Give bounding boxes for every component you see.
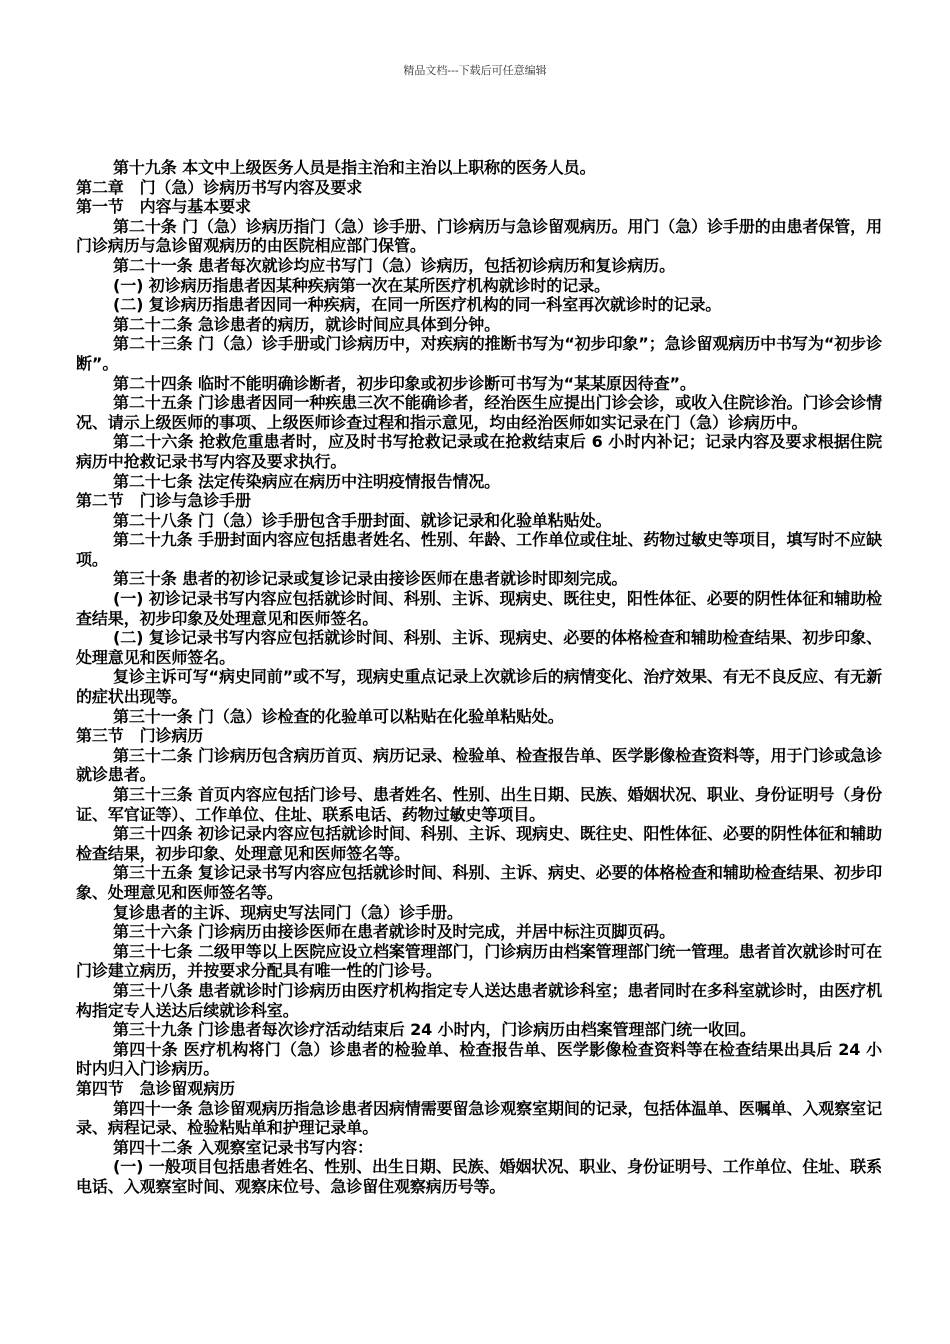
paragraph: 第三十九条 门诊患者每次诊疗活动结束后 24 小时内，门诊病历由档案管理部门统一收回。 — [113, 1020, 756, 1040]
paragraph: 第二十四条 临时不能明确诊断者，初步印象或初步诊断可书写为“某某原因待查”。 — [113, 373, 696, 393]
paragraph: 第二十七条 法定传染病应在病历中注明疫情报告情况。 — [113, 471, 501, 491]
paragraph: 第二十三条 门（急）诊手册或门诊病历中，对疾病的推断书写为“初步印象”；急诊留观病历中书写为“初步诊断”。 — [76, 334, 882, 373]
page-header: 精品文档---下载后可任意编辑 — [403, 64, 547, 77]
paragraph: 第三十七条 二级甲等以上医院应设立档案管理部门，门诊病历由档案管理部门统一管理。患者首次就诊时可在门诊建立病历，并按要求分配具有唯一性的门诊号。 — [76, 941, 882, 981]
section-heading: 第四节 急诊留观病历 — [76, 1078, 236, 1098]
paragraph: (一) 一般项目包括患者姓名、性别、出生日期、民族、婚姻状况、职业、身份证明号、工作单位、住址、联系电话、入观察室时间、观察床位号、急诊留住观察病历号等。 — [76, 1157, 882, 1196]
paragraph: 第四十一条 急诊留观病历指急诊患者因病情需要留急诊观察室期间的记录，包括体温单、医嘱单、入观察室记录、病程记录、检验粘贴单和护理记录单。 — [76, 1098, 882, 1138]
paragraph: (一) 初诊病历指患者因某种疾病第一次在某所医疗机构就诊时的记录。 — [113, 275, 610, 295]
paragraph: 第三十二条 门诊病历包含病历首页、病历记录、检验单、检查报告单、医学影像检查资料等，用于门诊或急诊就诊患者。 — [76, 745, 882, 785]
paragraph: 第三十八条 患者就诊时门诊病历由医疗机构指定专人送达患者就诊科室；患者同时在多科室就诊时，由医疗机构指定专人送达后续就诊科室。 — [76, 980, 882, 1020]
paragraph: 第四十二条 入观察室记录书写内容： — [113, 1137, 373, 1157]
section-heading: 第二节 门诊与急诊手册 — [76, 491, 251, 511]
paragraph: 第二十二条 急诊患者的病历，就诊时间应具体到分钟。 — [113, 314, 501, 334]
paragraph: 第三十六条 门诊病历由接诊医师在患者就诊时及时完成，并居中标注页脚页码。 — [113, 922, 675, 942]
paragraph: 第二十九条 手册封面内容应包括患者姓名、性别、年龄、工作单位或住址、药物过敏史等项目，填写时不应缺项。 — [76, 530, 882, 569]
paragraph: 复诊患者的主诉、现病史写法同门（急）诊手册。 — [113, 902, 463, 922]
paragraph: 第十九条 本文中上级医务人员是指主治和主治以上职称的医务人员。 — [113, 158, 596, 177]
document-body — [76, 158, 882, 1196]
paragraph: 第三十条 患者的初诊记录或复诊记录由接诊医师在患者就诊时即刻完成。 — [113, 569, 628, 589]
section-heading: 第一节 内容与基本要求 — [76, 197, 251, 217]
paragraph: 第二十六条 抢救危重患者时，应及时书写抢救记录或在抢救结束后 6 小时内补记；记录内容及要求根据住院病历中抢救记录书写内容及要求执行。 — [76, 432, 882, 471]
paragraph: 第三十一条 门（急）诊检查的化验单可以粘贴在化验单粘贴处。 — [113, 706, 564, 726]
paragraph: 第二十五条 门诊患者因同一种疾患三次不能确诊者，经治医生应提出门诊会诊，或收入住院诊治。门诊会诊情况、请示上级医师的事项、上级医师诊查过程和指示意见，均由经治医师如实记录在门（急）诊病历中。 — [76, 393, 882, 432]
section-heading: 第三节 门诊病历 — [76, 726, 204, 746]
paragraph: 第四十条 医疗机构将门（急）诊患者的检验单、检查报告单、医学影像检查资料等在检查结果出具后 24 小时内归入门诊病历。 — [76, 1039, 882, 1079]
paragraph: 第三十四条 初诊记录内容应包括就诊时间、科别、主诉、现病史、既往史、阳性体征、必要的阴性体征和辅助检查结果，初步印象、处理意见和医师签名等。 — [76, 824, 882, 863]
paragraph: (二) 复诊记录书写内容应包括就诊时间、科别、主诉、现病史、必要的体格检查和辅助检查结果、初步印象、处理意见和医师签名。 — [76, 628, 882, 667]
paragraph: 第三十五条 复诊记录书写内容应包括就诊时间、科别、主诉、病史、必要的体格检查和辅助检查结果、初步印象、处理意见和医师签名等。 — [76, 863, 882, 902]
paragraph: 第二十一条 患者每次就诊均应书写门（急）诊病历，包括初诊病历和复诊病历。 — [113, 255, 675, 275]
paragraph: 第二十八条 门（急）诊手册包含手册封面、就诊记录和化验单粘贴处。 — [113, 510, 612, 530]
paragraph: (一) 初诊记录书写内容应包括就诊时间、科别、主诉、现病史、既往史，阳性体征、必要的阴性体征和辅助检查结果，初步印象及处理意见和医师签名。 — [76, 589, 882, 628]
section-heading: 第二章 门（急）诊病历书写内容及要求 — [76, 177, 363, 197]
paragraph: (二) 复诊病历指患者因同一种疾病，在同一所医疗机构的同一科室再次就诊时的记录。 — [113, 295, 722, 315]
paragraph: 第二十条 门（急）诊病历指门（急）诊手册、门诊病历与急诊留观病历。用门（急）诊手册的由患者保管，用门诊病历与急诊留观病历的由医院相应部门保管。 — [76, 216, 882, 256]
paragraph: 第三十三条 首页内容应包括门诊号、患者姓名、性别、出生日期、民族、婚姻状况、职业、身份证明号（身份证、军官证等）、工作单位、住址、联系电话、药物过敏史等项目。 — [76, 785, 882, 824]
paragraph: 复诊主诉可写“病史同前”或不写，现病史重点记录上次就诊后的病情变化、治疗效果、有无不良反应、有无新的症状出现等。 — [76, 667, 882, 707]
